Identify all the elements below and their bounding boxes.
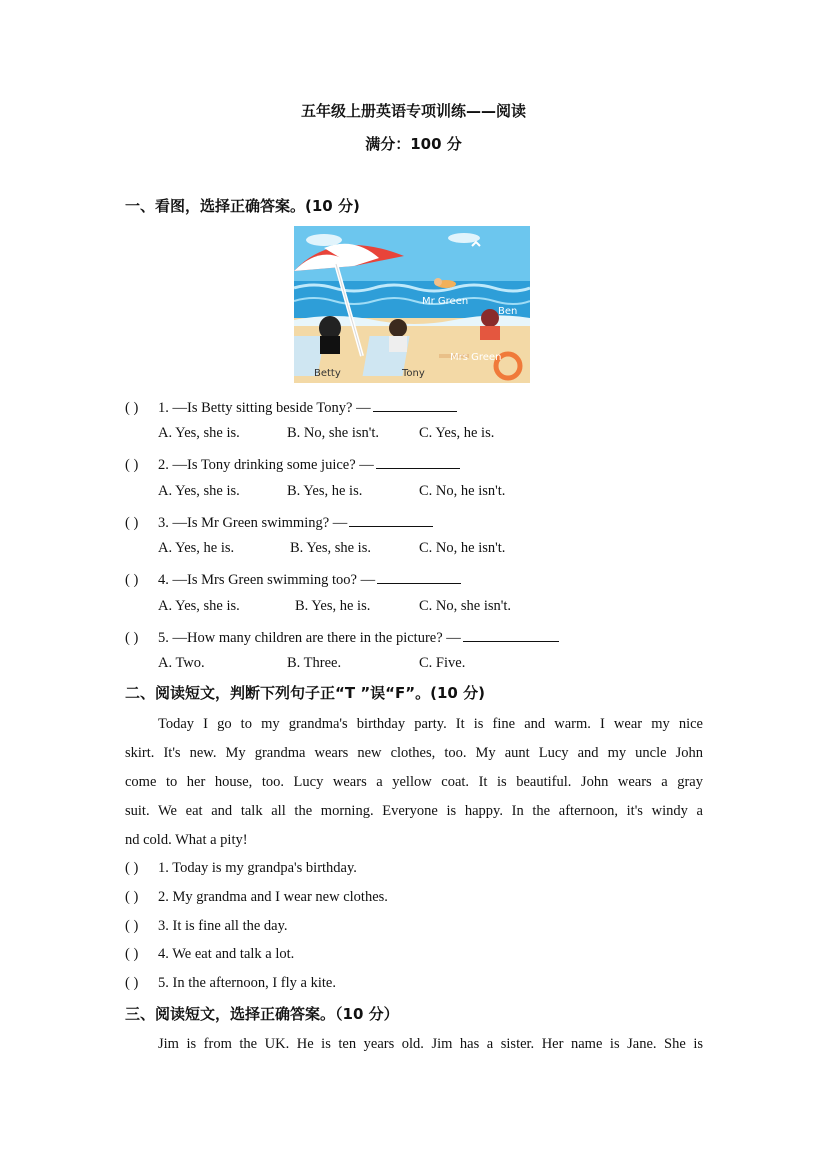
option-b: B. Yes, he is.	[287, 483, 363, 499]
option-c: C. Five.	[419, 655, 466, 671]
section2-passage	[125, 710, 703, 855]
passage-line: skirt. It's new. My grandma wears new clothes, too. My aunt Lucy and my uncle John	[125, 745, 703, 761]
question-2	[125, 454, 460, 474]
passage-line: suit. We eat and talk all the morning. Everyone is happy. In the afternoon, it's windy a	[125, 803, 703, 819]
beach-illustration	[294, 226, 530, 383]
answer-bracket[interactable]: ( )	[125, 918, 139, 934]
question-text: 4. —Is Mrs Green swimming too? —	[158, 572, 376, 588]
answer-bracket[interactable]: ( )	[125, 400, 139, 416]
option-b: B. Yes, she is.	[290, 540, 371, 556]
question-1	[125, 397, 457, 417]
label-ben: Ben	[498, 306, 518, 317]
question-text: 1. —Is Betty sitting beside Tony? —	[158, 400, 371, 416]
statement-5	[125, 975, 336, 992]
statement-1	[125, 860, 357, 877]
option-b: B. Three.	[287, 655, 342, 671]
question-3	[125, 512, 433, 532]
statement-4	[125, 946, 294, 963]
answer-bracket[interactable]: ( )	[125, 975, 139, 991]
question-4	[125, 569, 461, 589]
answer-bracket[interactable]: ( )	[125, 572, 139, 588]
answer-blank[interactable]	[376, 454, 460, 469]
answer-bracket[interactable]: ( )	[125, 889, 139, 905]
answer-bracket[interactable]: ( )	[125, 515, 139, 531]
statement-3	[125, 918, 288, 935]
score-label: 满分：100 分	[365, 135, 462, 153]
option-b: B. No, she isn't.	[287, 425, 380, 441]
answer-bracket[interactable]: ( )	[125, 946, 139, 962]
option-a: A. Yes, she is.	[158, 483, 240, 499]
label-mr-green: Mr Green	[422, 296, 469, 307]
statement-text: 3. It is fine all the day.	[158, 918, 288, 934]
section1-heading: 一、看图，选择正确答案。(10 分)	[125, 197, 360, 215]
statement-text: 1. Today is my grandpa's birthday.	[158, 860, 357, 876]
option-c: C. No, he isn't.	[419, 540, 506, 556]
label-betty: Betty	[314, 368, 341, 379]
question-text: 5. —How many children are there in the picture? —	[158, 630, 461, 646]
page-title: 五年级上册英语专项训练——阅读	[300, 102, 526, 120]
answer-blank[interactable]	[349, 512, 433, 527]
label-mrs-green: Mrs Green	[450, 352, 502, 363]
passage-line: Today I go to my grandma's birthday party. It is fine and warm. I wear my nice	[158, 716, 703, 732]
option-b: B. Yes, he is.	[295, 598, 371, 614]
passage-line: come to her house, too. Lucy wears a yellow coat. It is beautiful. John wears a gray	[125, 774, 703, 790]
option-c: C. No, he isn't.	[419, 483, 506, 499]
section2-heading: 二、阅读短文，判断下列句子正“T ”误“F”。(10 分)	[125, 684, 485, 702]
section3-passage	[125, 1030, 703, 1059]
statement-text: 5. In the afternoon, I fly a kite.	[158, 975, 336, 991]
statement-text: 2. My grandma and I wear new clothes.	[158, 889, 388, 905]
option-a: A. Yes, she is.	[158, 598, 240, 614]
question-text: 3. —Is Mr Green swimming? —	[158, 515, 348, 531]
answer-bracket[interactable]: ( )	[125, 630, 139, 646]
answer-blank[interactable]	[377, 569, 461, 584]
answer-bracket[interactable]: ( )	[125, 860, 139, 876]
option-c: C. No, she isn't.	[419, 598, 512, 614]
question-text: 2. —Is Tony drinking some juice? —	[158, 457, 374, 473]
statement-text: 4. We eat and talk a lot.	[158, 946, 295, 962]
answer-bracket[interactable]: ( )	[125, 457, 139, 473]
passage-line: Jim is from the UK. He is ten years old. Jim has a sister. Her name is Jane. She is	[158, 1036, 703, 1052]
option-a: A. Yes, she is.	[158, 425, 240, 441]
section3-heading: 三、阅读短文，选择正确答案。（10 分）	[125, 1005, 399, 1023]
option-a: A. Two.	[158, 655, 205, 671]
question-5	[125, 627, 559, 647]
option-a: A. Yes, he is.	[158, 540, 235, 556]
answer-blank[interactable]	[373, 397, 457, 412]
label-tony: Tony	[402, 368, 425, 379]
option-c: C. Yes, he is.	[419, 425, 495, 441]
passage-line: nd cold. What a pity!	[125, 832, 248, 848]
answer-blank[interactable]	[463, 627, 559, 642]
statement-2	[125, 889, 388, 906]
